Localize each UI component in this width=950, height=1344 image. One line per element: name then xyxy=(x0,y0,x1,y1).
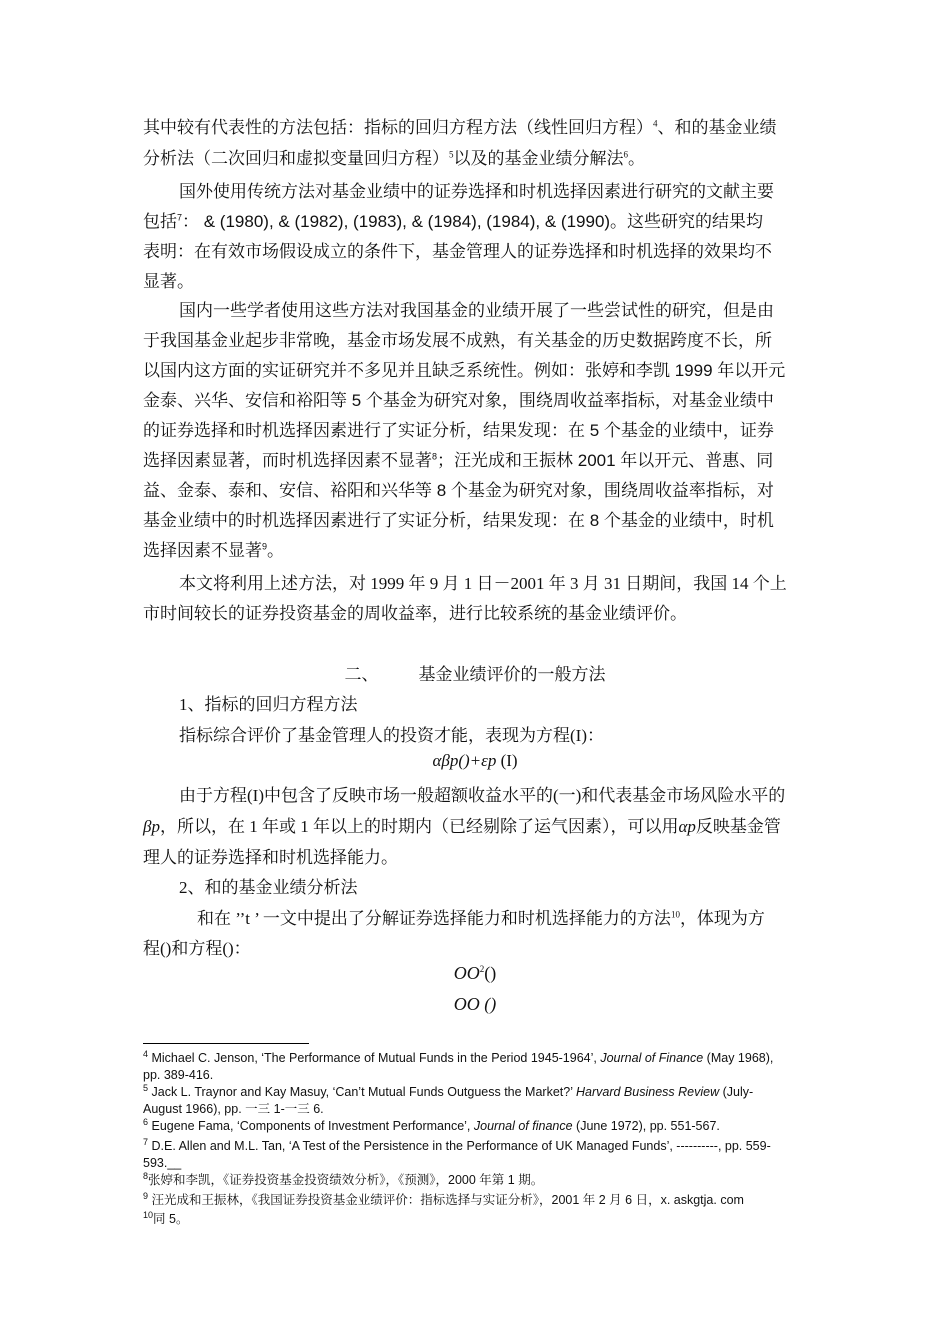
text-line: 显著。 xyxy=(143,272,194,291)
text-line: 金泰、兴华、安信和裕阳等 5 个基金为研究对象，围绕周收益率指标，对基金业绩中 xyxy=(143,391,774,410)
text-line: 分析法（二次回归和虚拟变量回归方程）$^5$以及的基金业绩分解法$^6$。 xyxy=(143,149,645,168)
footnote-4: $^4$ Michael C. Jenson, ‘The Performance of Mutual Funds in the Period 1945-1964’, Journal of Finance (May 1968), pp. 389-416. xyxy=(143,1048,774,1082)
footnote-ref[interactable]: 10 xyxy=(670,909,680,920)
text-line: 以国内这方面的实证研究并不多见并且缺乏系统性。例如：张婷和李凯 1999 年以开元 xyxy=(143,361,786,380)
text-line: 由于方程(I)中包含了反映市场一般超额收益水平的(一)和代表基金市场风险水平的 xyxy=(179,786,786,805)
text-line: 选择因素显著，而时机选择因素不显著$^8$；汪光成和王振林 2001 年以开元、普惠、同 xyxy=(143,451,774,470)
subsection-heading: 1、指标的回归方程方法 xyxy=(179,695,358,714)
text-line: 表明：在有效市场假设成立的条件下，基金管理人的证券选择和时机选择的效果均不 xyxy=(143,242,772,261)
footnote-ref[interactable]: 5 xyxy=(449,149,454,160)
section-heading xyxy=(143,660,807,685)
section-title: 基金业绩评价的一般方法 xyxy=(418,665,606,684)
footnote-ref[interactable]: 6 xyxy=(623,149,628,160)
footnote-ref[interactable]: 7 xyxy=(177,212,183,223)
footnote-ref[interactable]: 4 xyxy=(653,118,658,129)
footnote-7: $^7$ D.E. Allen and M.L. Tan, ‘A Test of the Persistence in the Performance of UK Managed Funds’, ----------, pp. 559- 593.__ xyxy=(143,1136,771,1170)
footnote-10: $^{10}$同 5。 xyxy=(143,1209,189,1226)
text-line: 理人的证券选择和时机选择能力。 xyxy=(143,848,398,867)
equation-label: (I) xyxy=(500,751,518,770)
footnote-ref[interactable]: 9 xyxy=(262,541,268,552)
text-line: 基金业绩中的时机选择因素进行了实证分析，结果发现：在 8 个基金的业绩中，时机 xyxy=(143,511,774,530)
footnote-8: $^8$张婷和李凯，《证券投资基金投资绩效分析》，《预测》，2000 年第 1 期。 xyxy=(143,1170,544,1187)
footnote-6: $^6$ Eugene Fama, ‘Components of Investment Performance’, Journal of finance (June 1972), pp. 551-567. xyxy=(143,1116,720,1133)
text-line: 程()和方程()： xyxy=(143,939,251,958)
beta-symbol: βp xyxy=(143,817,160,836)
text-line: 国外使用传统方法对基金业绩中的证券选择和时机选择因素进行研究的文献主要 xyxy=(179,182,774,201)
text-line: 包括$^7$： & (1980), & (1982), (1983), & (1984), (1984), & (1990)。这些研究的结果均 xyxy=(143,212,764,231)
equation-2: $OO^2()$ xyxy=(453,963,497,983)
footnote-divider xyxy=(143,1043,309,1044)
text-line: βp，所以，在 1 年或 1 年以上的时期内（已经剔除了运气因素），可以用αp反映基金管 xyxy=(143,817,781,836)
equation-1 xyxy=(143,751,807,771)
footnote-5: $^5$ Jack L. Traynor and Kay Masuy, ‘Can’t Mutual Funds Outguess the Market?’ Harvard Business Review (July- August 1966), pp. 一三 1-一三 6. xyxy=(143,1082,754,1116)
equation-3: OO () xyxy=(453,994,497,1014)
subsection-heading: 2、和的基金业绩分析法 xyxy=(179,878,358,897)
text-line: 的证券选择和时机选择因素进行了实证分析，结果发现：在 5 个基金的业绩中，证券 xyxy=(143,421,774,440)
equation-expression: αβp()+εp xyxy=(432,751,497,770)
footnote-9: $^9$ 汪光成和王振林，《我国证券投资基金业绩评价：指标选择与实证分析》，2001 年 2 月 6 日，x. askgtja. com xyxy=(143,1190,744,1207)
section-number: 二、 xyxy=(344,665,379,684)
text-line: 国内一些学者使用这些方法对我国基金的业绩开展了一些尝试性的研究，但是由 xyxy=(179,301,774,320)
footnote-ref[interactable]: 8 xyxy=(432,451,438,462)
text-line: 和在 ’’t ’ 一文中提出了分解证券选择能力和时机选择能力的方法$^{10}$，体现为方 xyxy=(197,909,765,928)
text-line: 本文将利用上述方法，对 1999 年 9 月 1 日－2001 年 3 月 31 日期间，我国 14 个上 xyxy=(179,574,787,593)
text-line: 益、金泰、泰和、安信、裕阳和兴华等 8 个基金为研究对象，围绕周收益率指标，对 xyxy=(143,481,774,500)
text-line: 选择因素不显著$^9$。 xyxy=(143,541,285,560)
text-line: 其中较有代表性的方法包括：指标的回归方程方法（线性回归方程）$^4$、和的基金业绩 xyxy=(143,118,777,137)
text-line: 指标综合评价了基金管理人的投资才能，表现为方程(I)： xyxy=(179,726,604,745)
alpha-symbol: αp xyxy=(678,817,696,836)
text-line: 市时间较长的证券投资基金的周收益率，进行比较系统的基金业绩评价。 xyxy=(143,604,687,623)
text-line: 于我国基金业起步非常晚，基金市场发展不成熟，有关基金的历史数据跨度不长，所 xyxy=(143,331,772,350)
